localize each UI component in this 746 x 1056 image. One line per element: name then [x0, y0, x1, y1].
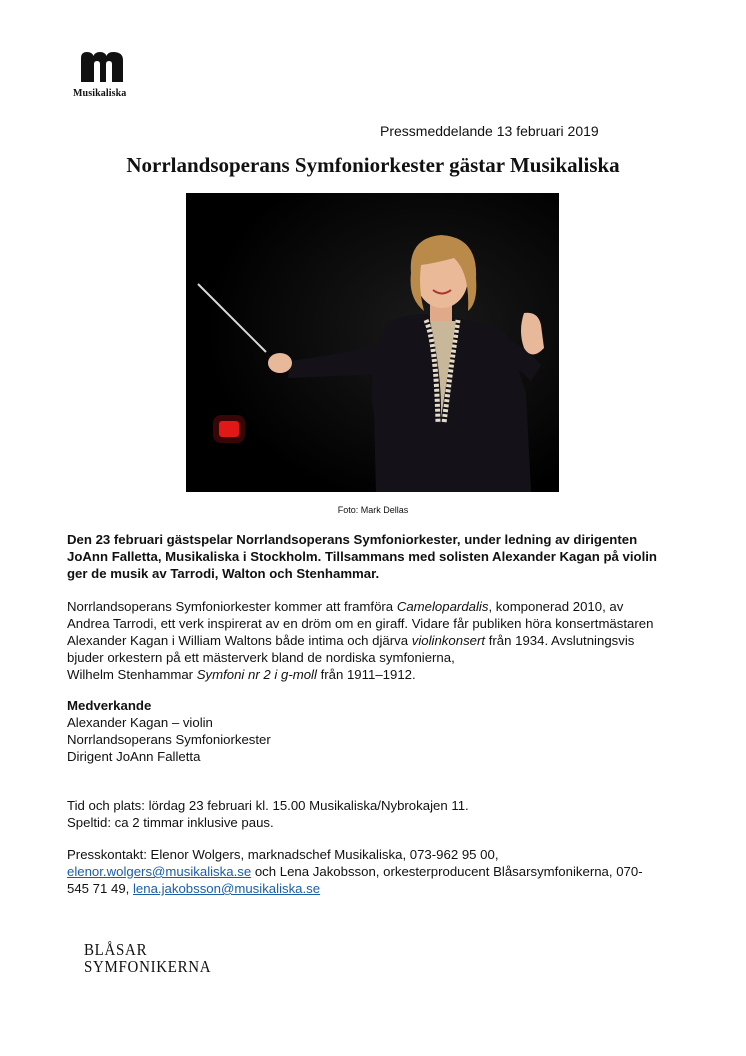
body-paragraph — [67, 598, 667, 683]
contact-phone: 545 71 49, — [67, 881, 133, 896]
performer-item: Alexander Kagan – violin — [67, 715, 213, 730]
event-info — [67, 797, 667, 831]
work-title: Camelopardalis — [396, 599, 489, 614]
blasarsymfonikerna-logo — [84, 941, 211, 975]
email-link-lena[interactable]: lena.jakobsson@musikaliska.se — [133, 881, 321, 896]
logo-line: SYMFONIKERNA — [84, 957, 212, 976]
logo-line: BLÅSAR — [84, 940, 148, 959]
press-release-date: Pressmeddelande 13 februari 2019 — [380, 123, 599, 139]
contact-text: och Lena Jakobsson, orkesterproducent Blåsarsymfonikerna, 070- — [251, 864, 643, 879]
press-contact — [67, 846, 667, 897]
email-link-elenor[interactable]: elenor.wolgers@musikaliska.se — [67, 864, 252, 879]
duration: Speltid: ca 2 timmar inklusive paus. — [67, 815, 274, 830]
body-text: Wilhelm Stenhammar — [67, 667, 197, 682]
page-title: Norrlandsoperans Symfoniorkester gästar Musikaliska — [126, 153, 620, 177]
body-text: från 1911–1912. — [316, 667, 416, 682]
musikaliska-logo-icon — [79, 50, 125, 84]
conductor-photo — [186, 193, 559, 492]
body-text: från 1934. Avslutningsvis bjuder orkestern på ett mästerverk bland de nordiska symfonierna, — [67, 633, 635, 665]
lead-paragraph: Den 23 februari gästspelar Norrlandsoperans Symfoniorkester, under ledning av dirigenten JoAnn Falletta, Musikaliska i Stockholm. Tillsammans med solisten Alexander Kagan på violin ger de musik av Tarrodi, Walton och Stenhammar. — [67, 532, 657, 581]
contact-line: Presskontakt: Elenor Wolgers, marknadschef Musikaliska, 073-962 95 00, — [67, 847, 499, 862]
body-text: , komponerad 2010, av Andrea Tarrodi, ett verk inspirerat av en dröm om en giraff. Vidare får publiken höra konsertmästaren Alexander Kagan i William Waltons både intima och djärva — [67, 599, 654, 648]
performers-section — [67, 697, 667, 765]
work-title: Symfoni nr 2 i g-moll — [196, 667, 317, 682]
work-title: violinkonsert — [411, 633, 486, 648]
performer-item: Norrlandsoperans Symfoniorkester — [67, 732, 271, 747]
photo-caption: Foto: Mark Dellas — [337, 505, 409, 515]
conductor-illustration — [186, 193, 559, 492]
performer-item: Dirigent JoAnn Falletta — [67, 749, 201, 764]
body-text: Norrlandsoperans Symfoniorkester kommer att framföra — [67, 599, 397, 614]
performers-heading: Medverkande — [67, 698, 152, 713]
musikaliska-logo-text: Musikaliska — [73, 88, 127, 99]
time-and-place: Tid och plats: lördag 23 februari kl. 15.00 Musikaliska/Nybrokajen 11. — [67, 798, 469, 813]
